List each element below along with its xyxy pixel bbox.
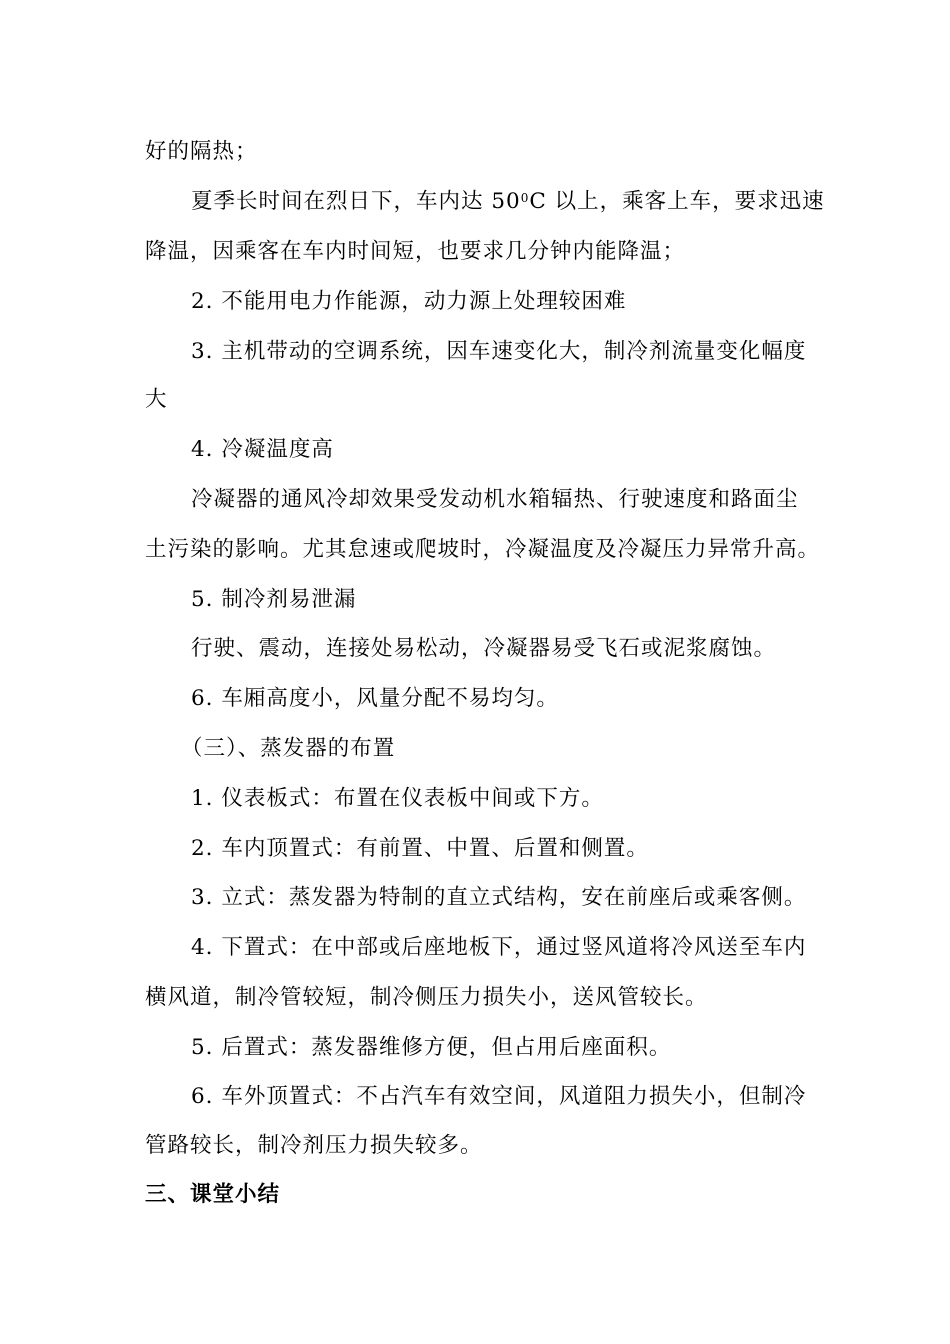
list-item: 2. 不能用电力作能源，动力源上处理较困难 <box>191 289 627 314</box>
section-heading: （三）、蒸发器的布置 <box>181 736 396 761</box>
list-item: 4. 冷凝温度高 <box>191 437 334 462</box>
list-item: 5. 后置式：蒸发器维修方便，但占用后座面积。 <box>191 1035 672 1060</box>
text-line: 降温，因乘客在车内时间短，也要求几分钟内能降温； <box>145 239 686 264</box>
text-segment: 夏季长时间在烈日下，车内达 50 <box>191 189 521 214</box>
text-segment: C 以上，乘客上车，要求迅速 <box>529 189 825 214</box>
list-item: 3. 主机带动的空调系统，因车速变化大，制冷剂流量变化幅度 <box>191 339 807 364</box>
list-item: 6. 车厢高度小，风量分配不易均匀。 <box>191 686 559 711</box>
text-line: 横风道，制冷管较短，制冷侧压力损失小，送风管较长。 <box>145 985 708 1010</box>
text-line: 行驶、震动，连接处易松动，冷凝器易受飞石或泥浆腐蚀。 <box>191 636 777 661</box>
text-line: 大 <box>145 387 168 412</box>
list-item: 1. 仪表板式：布置在仪表板中间或下方。 <box>191 786 604 811</box>
document-page <box>145 0 825 1344</box>
text-line: 管路较长，制冷剂压力损失较多。 <box>145 1133 483 1158</box>
text-line: 好的隔热； <box>145 139 258 164</box>
text-line <box>191 187 825 217</box>
list-item: 3. 立式：蒸发器为特制的直立式结构，安在前座后或乘客侧。 <box>191 885 807 910</box>
list-item: 4. 下置式：在中部或后座地板下，通过竖风道将冷风送至车内 <box>191 935 807 960</box>
list-item: 2. 车内顶置式：有前置、中置、后置和侧置。 <box>191 836 649 861</box>
list-item: 5. 制冷剂易泄漏 <box>191 587 357 612</box>
text-line: 土污染的影响。尤其怠速或爬坡时，冷凝温度及冷凝压力异常升高。 <box>145 537 821 562</box>
superscript: 0 <box>520 191 530 205</box>
list-item: 6. 车外顶置式：不占汽车有效空间，风道阻力损失小，但制冷 <box>191 1084 807 1109</box>
text-line: 冷凝器的通风冷却效果受发动机水箱辐热、行驶速度和路面尘 <box>191 487 799 512</box>
section-heading: 三、课堂小结 <box>145 1182 281 1207</box>
